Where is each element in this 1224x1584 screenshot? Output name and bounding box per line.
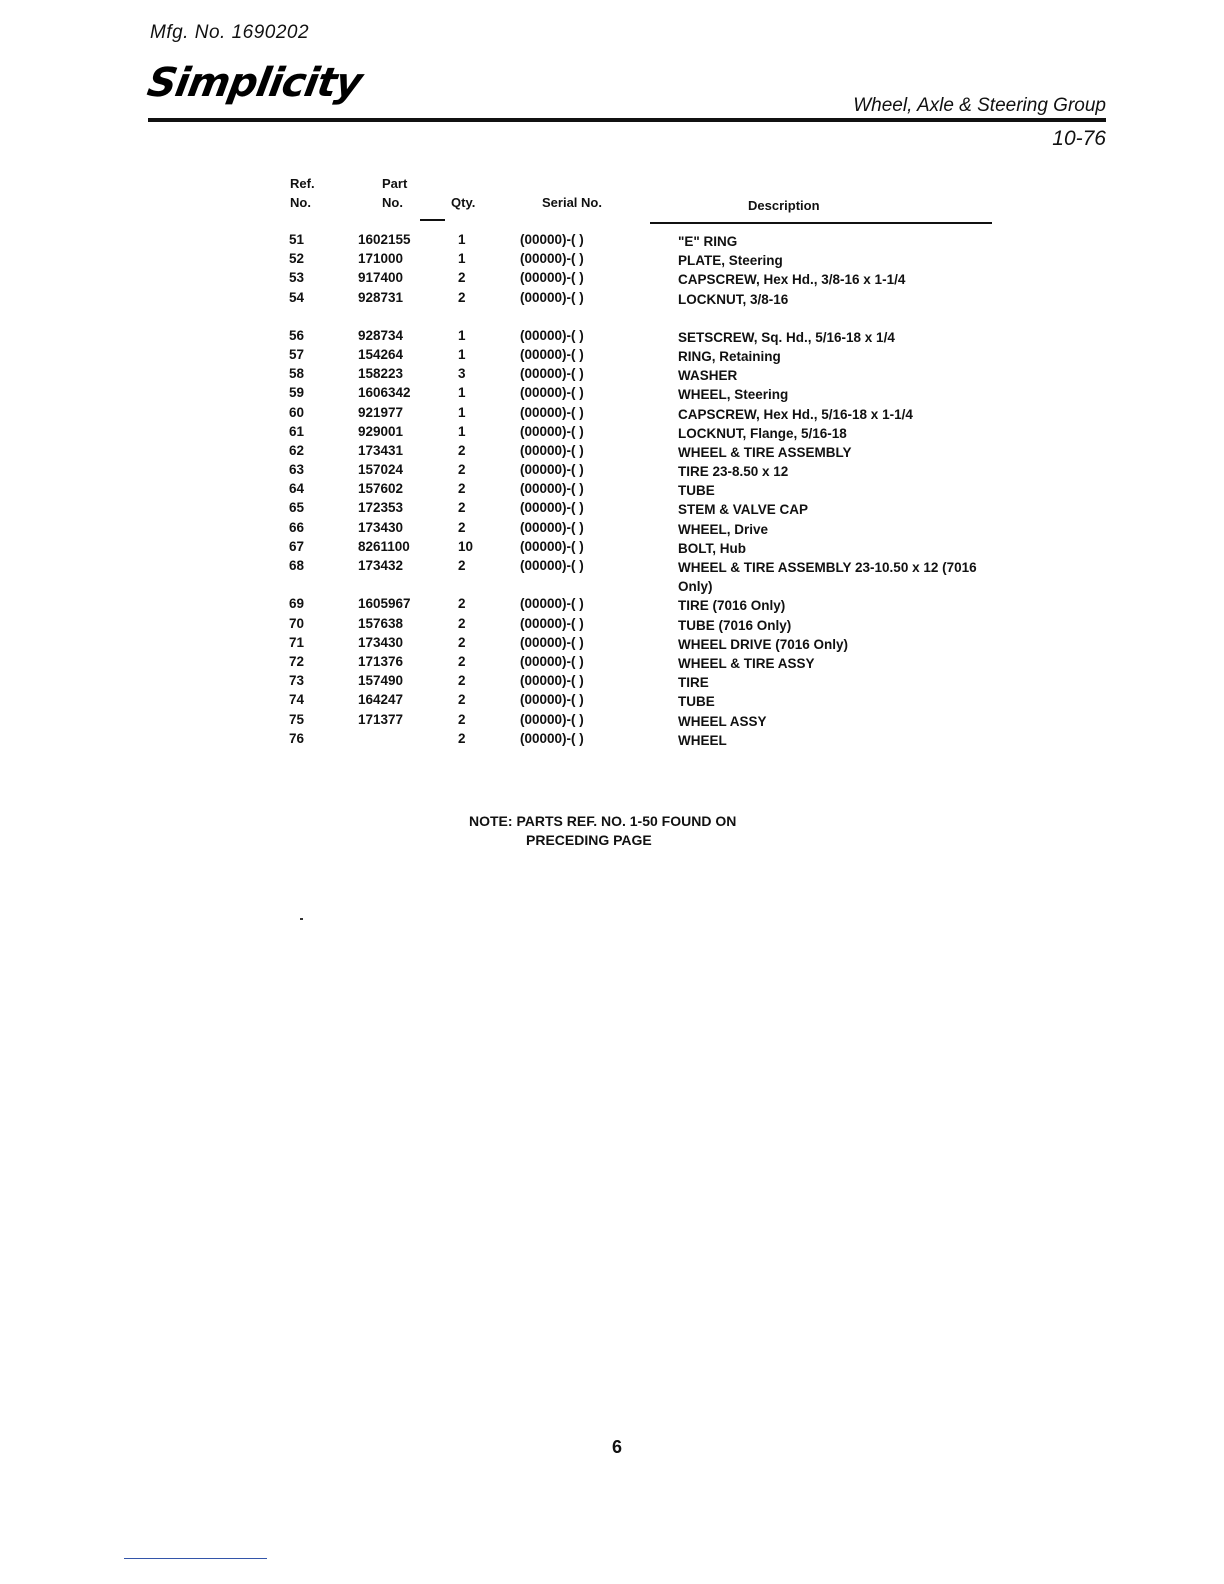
description-cell: SETSCREW, Sq. Hd., 5/16-18 x 1/4 (678, 329, 895, 345)
table-row (0, 558, 1224, 596)
qty-cell: 2 (458, 730, 466, 746)
ref-cell: 59 (289, 385, 305, 401)
table-row (0, 462, 1224, 481)
serial-cell: (00000)-( ) (520, 538, 584, 554)
part-number-cell: 173431 (358, 442, 404, 458)
ref-cell: 51 (289, 232, 305, 247)
description-cell: PLATE, Steering (678, 253, 783, 269)
serial-cell: (00000)-( ) (520, 366, 584, 382)
ref-cell: 75 (289, 711, 305, 727)
table-row (0, 692, 1224, 711)
qty-cell: 1 (458, 404, 466, 420)
note (469, 812, 736, 850)
serial-cell: (00000)-( ) (520, 634, 584, 650)
serial-cell: (00000)-( ) (520, 346, 584, 362)
qty-cell: 2 (458, 442, 466, 458)
qty-cell: 2 (458, 558, 466, 573)
part-number-cell: 1606342 (358, 385, 411, 401)
qty-cell: 2 (458, 519, 466, 535)
ref-cell: 70 (289, 615, 305, 631)
part-number-cell: 921977 (358, 404, 404, 420)
description-cell: TIRE (678, 675, 709, 691)
note-line-2: PRECEDING PAGE (526, 832, 652, 848)
qty-cell: 2 (458, 615, 466, 631)
header-underline-qty (420, 219, 445, 221)
qty-cell: 1 (458, 251, 466, 267)
col-head-serial: Serial No. (542, 195, 602, 210)
serial-cell: (00000)-( ) (520, 673, 584, 689)
col-head-part-bottom: No. (382, 195, 403, 210)
table-row (0, 443, 1224, 462)
table-row (0, 539, 1224, 558)
description-cell: WHEEL, Drive (678, 521, 769, 537)
part-number-cell: 1602155 (358, 232, 411, 247)
qty-cell: 2 (458, 289, 466, 305)
footer-line (124, 1558, 267, 1559)
col-head-part-top: Part (382, 176, 408, 191)
qty-cell: 2 (458, 500, 466, 516)
qty-cell: 1 (458, 385, 466, 401)
serial-cell: (00000)-( ) (520, 500, 584, 516)
header-rule (148, 118, 1106, 122)
qty-cell: 2 (458, 462, 466, 478)
ref-cell: 52 (289, 251, 305, 267)
serial-cell: (00000)-( ) (520, 519, 584, 535)
description-cell: BOLT, Hub (678, 540, 746, 556)
qty-cell: 2 (458, 673, 466, 689)
part-number-cell: 171376 (358, 653, 404, 669)
ref-cell: 71 (289, 634, 305, 650)
description-cell: WHEEL & TIRE ASSEMBLY 23-10.50 x 12 (7016 Only) (678, 560, 977, 594)
description-cell: TUBE (678, 694, 715, 710)
serial-cell: (00000)-( ) (520, 251, 584, 267)
table-row (0, 673, 1224, 692)
serial-cell: (00000)-( ) (520, 692, 584, 708)
ref-cell: 63 (289, 462, 305, 478)
part-number-cell: 158223 (358, 366, 404, 382)
ref-cell: 64 (289, 481, 305, 497)
table-row (0, 712, 1224, 731)
ref-cell: 53 (289, 270, 305, 286)
serial-cell: (00000)-( ) (520, 270, 584, 286)
ref-cell: 68 (289, 558, 305, 573)
table-row (0, 481, 1224, 500)
ref-cell: 57 (289, 346, 305, 362)
serial-cell: (00000)-( ) (520, 442, 584, 458)
qty-cell: 10 (458, 538, 474, 554)
description-cell: STEM & VALVE CAP (678, 502, 809, 518)
description-cell: CAPSCREW, Hex Hd., 5/16-18 x 1-1/4 (678, 406, 913, 422)
description-cell: TUBE (7016 Only) (678, 617, 792, 633)
table-row (0, 635, 1224, 654)
ref-cell: 56 (289, 327, 305, 343)
col-head-ref-bottom: No. (290, 195, 311, 210)
parts-list (0, 232, 1224, 750)
stray-mark (300, 918, 303, 920)
serial-cell: (00000)-( ) (520, 404, 584, 420)
ref-cell: 62 (289, 442, 305, 458)
serial-cell: (00000)-( ) (520, 730, 584, 746)
table-row (0, 270, 1224, 289)
ref-cell: 76 (289, 730, 305, 746)
part-number-cell: 157490 (358, 673, 404, 689)
part-number-cell: 154264 (358, 346, 404, 362)
part-number-cell: 173432 (358, 558, 404, 573)
description-cell: LOCKNUT, 3/8-16 (678, 291, 789, 307)
qty-cell: 2 (458, 653, 466, 669)
ref-cell: 74 (289, 692, 305, 708)
table-row (0, 424, 1224, 443)
ref-cell: 54 (289, 289, 305, 305)
part-number-cell: 157024 (358, 462, 404, 478)
qty-cell: 3 (458, 366, 466, 382)
ref-cell: 65 (289, 500, 305, 516)
col-head-qty: Qty. (451, 195, 476, 210)
description-cell: WHEEL & TIRE ASSEMBLY (678, 444, 852, 460)
table-row (0, 731, 1224, 750)
page-number: 6 (612, 1437, 623, 1457)
description-cell: WHEEL ASSY (678, 713, 767, 729)
qty-cell: 1 (458, 232, 466, 247)
part-number-cell: 171000 (358, 251, 404, 267)
serial-cell: (00000)-( ) (520, 596, 584, 612)
mfg-number: Mfg. No. 1690202 (150, 22, 310, 43)
table-row (0, 654, 1224, 673)
serial-cell: (00000)-( ) (520, 385, 584, 401)
part-number-cell: 157638 (358, 615, 404, 631)
part-number-cell: 928731 (358, 289, 404, 305)
qty-cell: 2 (458, 481, 466, 497)
serial-cell: (00000)-( ) (520, 558, 584, 573)
table-row (0, 385, 1224, 404)
table-row (0, 328, 1224, 347)
qty-cell: 1 (458, 423, 466, 439)
qty-cell: 2 (458, 270, 466, 286)
qty-cell: 2 (458, 692, 466, 708)
ref-cell: 61 (289, 423, 305, 439)
qty-cell: 1 (458, 327, 466, 343)
serial-cell: (00000)-( ) (520, 615, 584, 631)
part-number-cell: 157602 (358, 481, 404, 497)
part-number-cell: 8261100 (358, 538, 410, 554)
description-cell: TUBE (678, 483, 715, 499)
table-row (0, 596, 1224, 615)
qty-cell: 2 (458, 711, 466, 727)
description-cell: LOCKNUT, Flange, 5/16-18 (678, 425, 847, 441)
ref-cell: 58 (289, 366, 305, 382)
col-head-ref (290, 174, 315, 212)
ref-cell: 69 (289, 596, 305, 612)
part-number-cell: 173430 (358, 634, 404, 650)
ref-cell: 66 (289, 519, 305, 535)
description-cell: CAPSCREW, Hex Hd., 3/8-16 x 1-1/4 (678, 272, 906, 288)
part-number-cell: 173430 (358, 519, 404, 535)
brand-logo: Simplicity (143, 60, 365, 106)
description-cell: WHEEL & TIRE ASSY (678, 655, 815, 671)
table-row (0, 366, 1224, 385)
qty-cell: 2 (458, 596, 466, 612)
description-cell: WHEEL (678, 732, 727, 748)
ref-cell: 60 (289, 404, 305, 420)
date-code: 10-76 (1052, 127, 1106, 150)
qty-cell: 1 (458, 346, 466, 362)
col-head-part (382, 174, 407, 212)
serial-cell: (00000)-( ) (520, 289, 584, 305)
serial-cell: (00000)-( ) (520, 711, 584, 727)
part-number-cell: 164247 (358, 692, 404, 708)
ref-cell: 67 (289, 538, 305, 554)
serial-cell: (00000)-( ) (520, 232, 584, 247)
col-head-ref-top: Ref. (290, 176, 315, 191)
col-head-description: Description (748, 198, 820, 213)
description-cell: WHEEL DRIVE (7016 Only) (678, 636, 849, 652)
description-cell: WASHER (678, 368, 738, 384)
table-row (0, 405, 1224, 424)
serial-cell: (00000)-( ) (520, 423, 584, 439)
description-cell: TIRE 23-8.50 x 12 (678, 464, 789, 480)
ref-cell: 72 (289, 653, 305, 669)
part-number-cell: 928734 (358, 327, 404, 343)
note-line-1: NOTE: PARTS REF. NO. 1-50 FOUND ON (469, 813, 737, 829)
part-number-cell: 929001 (358, 423, 404, 439)
description-cell: WHEEL, Steering (678, 387, 789, 403)
serial-cell: (00000)-( ) (520, 481, 584, 497)
table-row (0, 347, 1224, 366)
ref-cell: 73 (289, 673, 305, 689)
serial-cell: (00000)-( ) (520, 462, 584, 478)
part-number-cell: 172353 (358, 500, 404, 516)
part-number-cell: 917400 (358, 270, 404, 286)
header-underline-description (650, 222, 992, 224)
description-cell: "E" RING (678, 234, 738, 249)
group-title: Wheel, Axle & Steering Group (853, 95, 1106, 116)
description-cell: TIRE (7016 Only) (678, 598, 786, 614)
table-row (0, 500, 1224, 519)
table-row (0, 290, 1224, 309)
part-number-cell: 1605967 (358, 596, 411, 612)
qty-cell: 2 (458, 634, 466, 650)
serial-cell: (00000)-( ) (520, 327, 584, 343)
serial-cell: (00000)-( ) (520, 653, 584, 669)
table-row (0, 616, 1224, 635)
table-row (0, 232, 1224, 251)
part-number-cell: 171377 (358, 711, 404, 727)
table-row (0, 520, 1224, 539)
table-row (0, 251, 1224, 270)
description-cell: RING, Retaining (678, 348, 781, 364)
